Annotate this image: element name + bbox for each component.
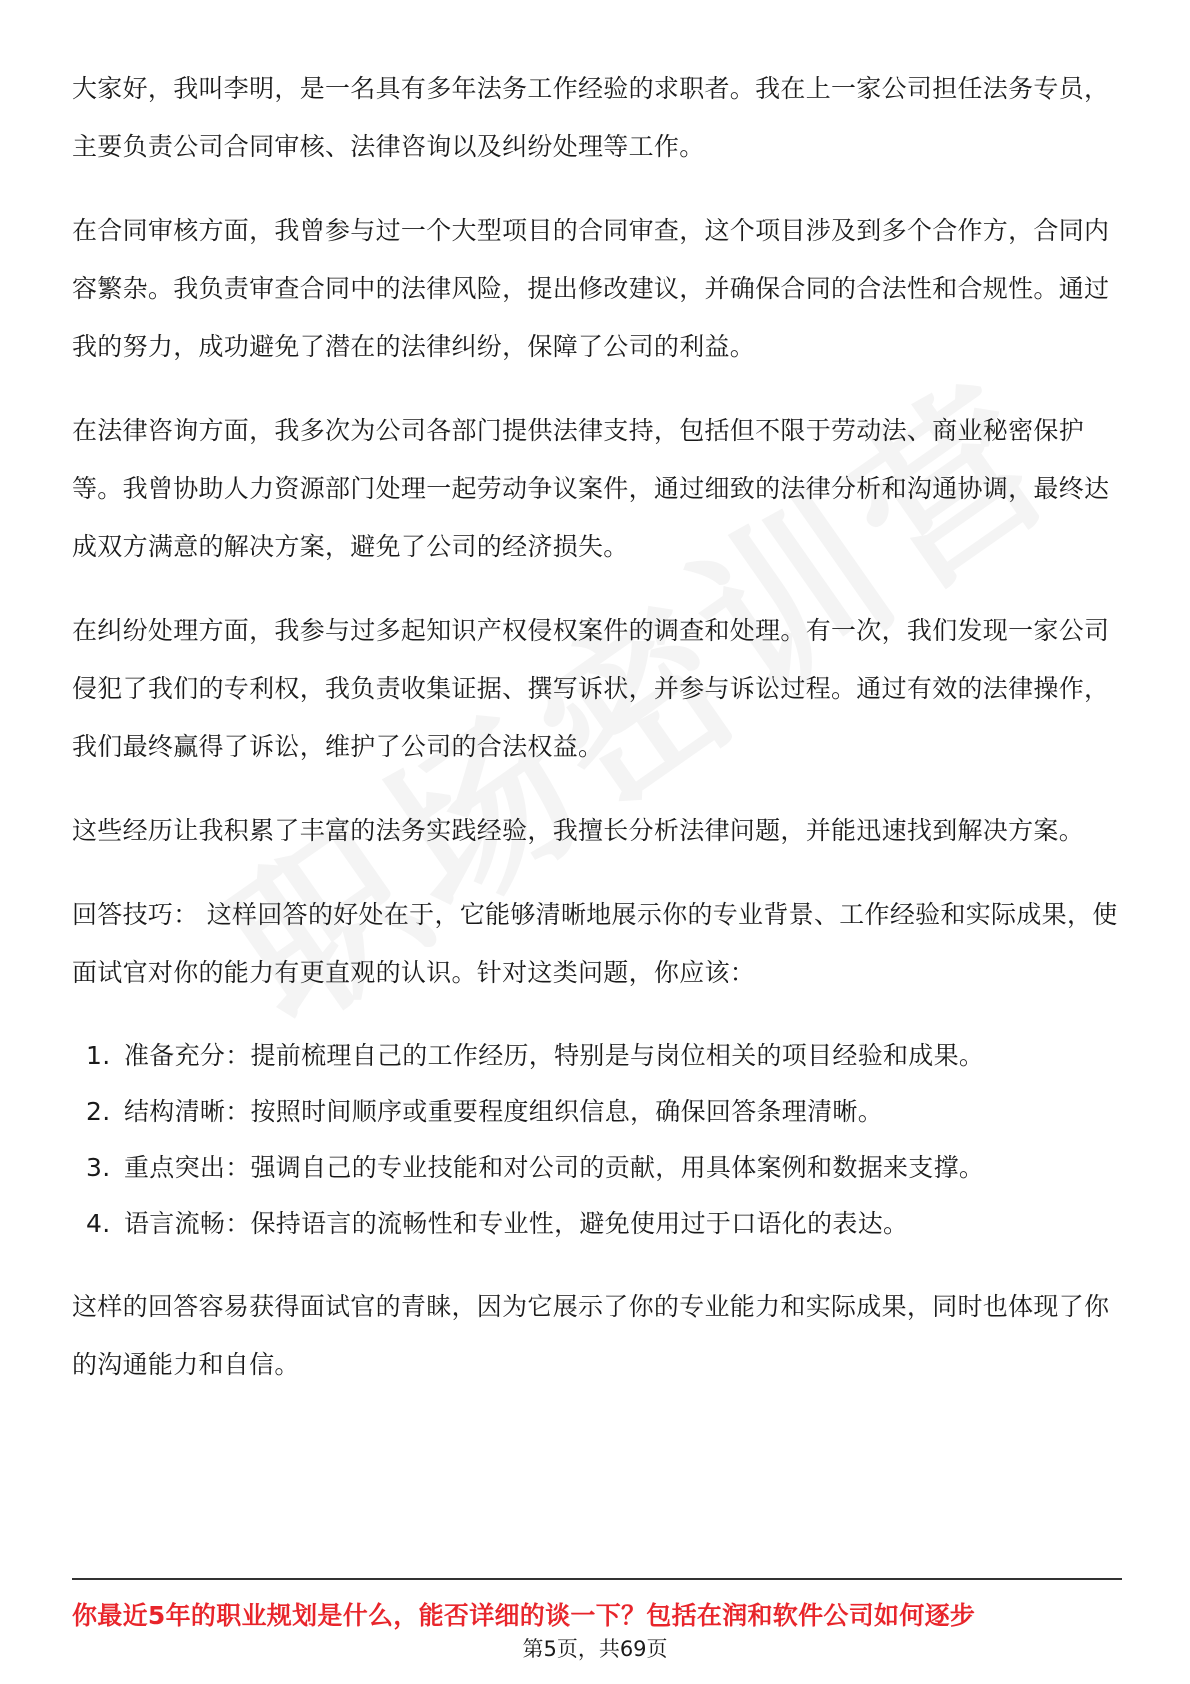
next-question-heading: 你最近5年的职业规划是什么，能否详细的谈一下？包括在润和软件公司如何逐步: [72, 1601, 976, 1630]
list-item: [72, 1028, 1122, 1084]
paragraph-legal-consulting: 在法律咨询方面，我多次为公司各部门提供法律支持，包括但不限于劳动法、商业秘密保护等。我曾协助人力资源部门处理一起劳动争议案件，通过细致的法律分析和沟通协调，最终达成双方满意的解决方案，避免了公司的经济损失。: [72, 416, 1110, 561]
list-item-number: 4.: [86, 1209, 111, 1238]
list-item: [72, 1084, 1122, 1140]
document-body: [72, 60, 1122, 1420]
paragraph-contract-review: 在合同审核方面，我曾参与过一个大型项目的合同审查，这个项目涉及到多个合作方，合同内容繁杂。我负责审查合同中的法律风险，提出修改建议，并确保合同的合法性和合规性。通过我的努力，成功避免了潜在的法律纠纷，保障了公司的利益。: [72, 216, 1110, 361]
paragraph-dispute-handling: 在纠纷处理方面，我参与过多起知识产权侵权案件的调查和处理。有一次，我们发现一家公司侵犯了我们的专利权，我负责收集证据、撰写诉状，并参与诉讼过程。通过有效的法律操作，我们最终赢得了诉讼，维护了公司的合法权益。: [72, 616, 1110, 761]
page-number-footer: 第5页，共69页: [522, 1637, 668, 1661]
list-item-text: 重点突出：强调自己的专业技能和对公司的贡献，用具体案例和数据来支撑。: [124, 1153, 985, 1182]
paragraph-experience-summary: 这些经历让我积累了丰富的法务实践经验，我擅长分析法律问题，并能迅速找到解决方案。: [72, 816, 1085, 845]
tips-list: [72, 1028, 1122, 1252]
list-item-number: 2.: [86, 1097, 111, 1126]
list-item-number: 1.: [86, 1041, 111, 1070]
list-item-text: 语言流畅：保持语言的流畅性和专业性，避免使用过于口语化的表达。: [124, 1209, 909, 1238]
paragraph-intro: 大家好，我叫李明，是一名具有多年法务工作经验的求职者。我在上一家公司担任法务专员，主要负责公司合同审核、法律咨询以及纠纷处理等工作。: [72, 74, 1110, 161]
list-item: [72, 1196, 1122, 1252]
list-item-text: 结构清晰：按照时间顺序或重要程度组织信息，确保回答条理清晰。: [124, 1097, 884, 1126]
section-divider: [72, 1578, 1122, 1580]
paragraph-answer-tips: 回答技巧： 这样回答的好处在于，它能够清晰地展示你的专业背景、工作经验和实际成果，使面试官对你的能力有更直观的认识。针对这类问题，你应该：: [72, 900, 1118, 987]
list-item-number: 3.: [86, 1153, 111, 1182]
list-item: [72, 1140, 1122, 1196]
list-item-text: 准备充分：提前梳理自己的工作经历，特别是与岗位相关的项目经验和成果。: [124, 1041, 985, 1070]
paragraph-closing: 这样的回答容易获得面试官的青睐，因为它展示了你的专业能力和实际成果，同时也体现了你的沟通能力和自信。: [72, 1292, 1110, 1379]
